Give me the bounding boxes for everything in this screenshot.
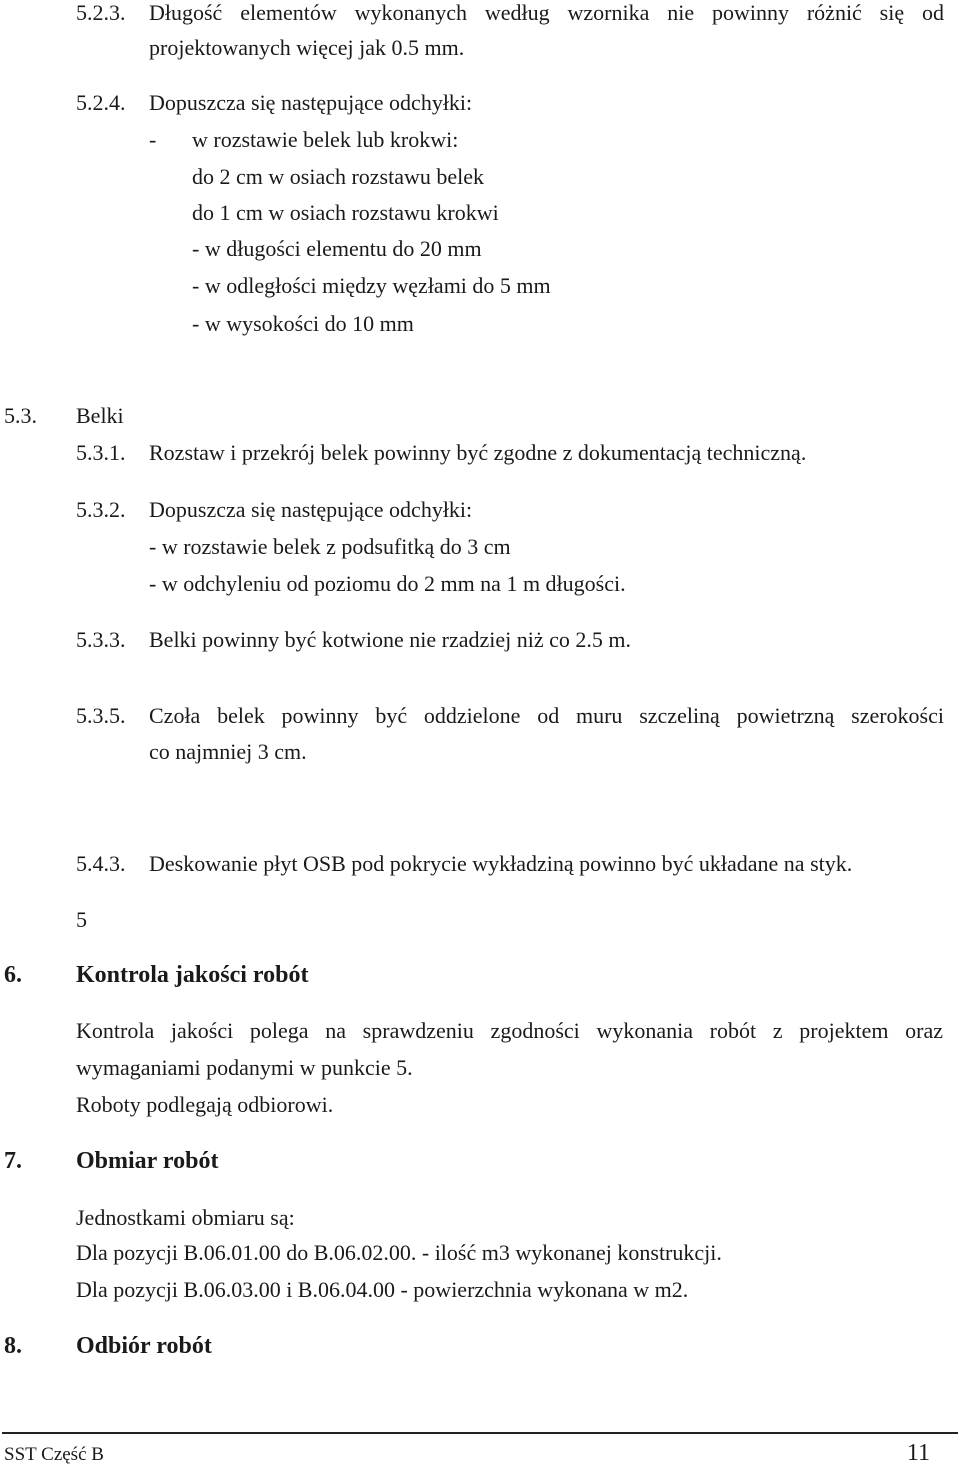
- paragraph-line: wymaganiami podanymi w punkcie 5.: [76, 1055, 413, 1080]
- section-number-5-3-3: 5.3.3.: [76, 627, 126, 652]
- section-text-5-3-3: Belki powinny być kotwione nie rzadziej niż co 2.5 m.: [149, 627, 632, 652]
- section-number-5-2-4: 5.2.4.: [76, 90, 126, 115]
- list-item: - w rozstawie belek z podsufitką do 3 cm: [149, 534, 511, 559]
- list-item: - w długości elementu do 20 mm: [192, 236, 482, 261]
- section-number-5-4-3: 5.4.3.: [76, 851, 126, 876]
- paragraph-line: Dla pozycji B.06.03.00 i B.06.04.00 - powierzchnia wykonana w m2.: [76, 1277, 689, 1302]
- paragraph-line: Dla pozycji B.06.01.00 do B.06.02.00. - ilość m3 wykonanej konstrukcji.: [76, 1240, 722, 1265]
- section-title-kontrola: Kontrola jakości robót: [76, 962, 309, 988]
- section-number-5-3-5: 5.3.5.: [76, 703, 126, 728]
- page-number: 11: [906, 1440, 930, 1466]
- section-text-5-3-2-intro: Dopuszcza się następujące odchyłki:: [149, 497, 473, 522]
- stray-number: 5: [76, 907, 87, 932]
- section-text-5-3-5-line1: Czoła belek powinny być oddzielone od muru szczeliną powietrzną szerokości: [149, 703, 944, 728]
- section-text-5-4-3: Deskowanie płyt OSB pod pokrycie wykładziną powinno być układane na styk.: [149, 851, 853, 876]
- section-text-5-3-1: Rozstaw i przekrój belek powinny być zgodne z dokumentacją techniczną.: [149, 440, 807, 465]
- paragraph-line: Kontrola jakości polega na sprawdzeniu zgodności wykonania robót z projektem oraz: [76, 1018, 943, 1043]
- section-number-7: 7.: [4, 1148, 22, 1174]
- footer-document-title: SST Część B: [4, 1444, 104, 1465]
- section-title-obmiar: Obmiar robót: [76, 1148, 219, 1174]
- section-text-5-2-4-intro: Dopuszcza się następujące odchyłki:: [149, 90, 473, 115]
- section-number-8: 8.: [4, 1333, 22, 1359]
- paragraph-line: Jednostkami obmiaru są:: [76, 1205, 295, 1230]
- list-item: - w wysokości do 10 mm: [192, 311, 414, 336]
- section-title-belki: Belki: [76, 403, 124, 428]
- list-dash: -: [149, 127, 157, 152]
- list-item: w rozstawie belek lub krokwi:: [192, 127, 459, 152]
- list-item: - w odległości między węzłami do 5 mm: [192, 273, 551, 298]
- section-text-5-2-3-line1: Długość elementów wykonanych według wzornika nie powinny różnić się od: [149, 0, 944, 25]
- section-number-5-2-3: 5.2.3.: [76, 0, 126, 25]
- section-text-5-2-3-line2: projektowanych więcej jak 0.5 mm.: [149, 35, 465, 60]
- paragraph-line: Roboty podlegają odbiorowi.: [76, 1092, 334, 1117]
- list-item: do 1 cm w osiach rozstawu krokwi: [192, 200, 499, 225]
- section-number-5-3-2: 5.3.2.: [76, 497, 126, 522]
- list-item: do 2 cm w osiach rozstawu belek: [192, 164, 485, 189]
- section-number-5-3: 5.3.: [4, 403, 37, 428]
- section-number-5-3-1: 5.3.1.: [76, 440, 126, 465]
- footer-rule: [2, 1432, 958, 1434]
- section-title-odbior: Odbiór robót: [76, 1333, 212, 1359]
- list-item: - w odchyleniu od poziomu do 2 mm na 1 m długości.: [149, 571, 626, 596]
- section-text-5-3-5-line2: co najmniej 3 cm.: [149, 739, 307, 764]
- section-number-6: 6.: [4, 962, 22, 988]
